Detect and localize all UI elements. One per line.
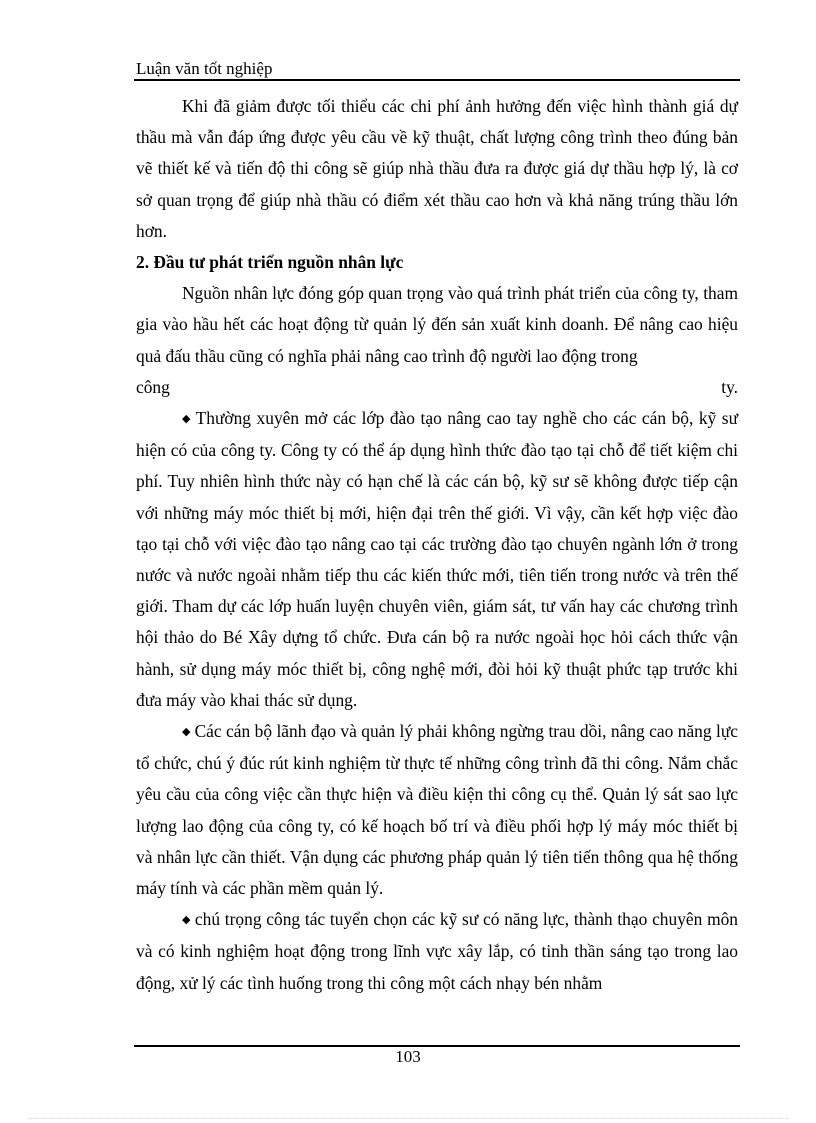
page-body	[136, 91, 738, 999]
last-line-right-word: ty.	[721, 376, 738, 397]
page-number: 103	[395, 1047, 421, 1066]
section-heading: 2. Đầu tư phát triển nguồn nhân lực	[136, 252, 404, 273]
diamond-bullet-icon: ◆	[182, 914, 191, 927]
bullet-paragraph-recruitment	[136, 904, 738, 999]
bullet-paragraph-leadership	[136, 716, 738, 904]
paragraph-human-resources-last-line	[136, 372, 738, 403]
paragraph-bid-price: Khi đã giảm được tối thiểu các chi phí ảnh hưởng đến việc hình thành giá dự thầu mà vẫn đáp ứng được yêu cầu về kỹ thuật, chất lượng công trình theo đúng bản vẽ thiết kế và tiến độ thi công sẽ giúp nhà thầu đưa ra được giá dự thầu hợp lý, là cơ sở quan trọng để giúp nhà thầu có điểm xét thầu cao hơn và khả năng trúng thầu lớn hơn.	[136, 96, 738, 241]
running-header-title: Luận văn tốt nghiệp	[136, 59, 273, 78]
last-line-left-word: công	[136, 376, 170, 397]
page-edge-divider	[28, 1118, 788, 1119]
bullet-paragraph-training	[136, 403, 738, 716]
header-rule	[134, 79, 740, 81]
diamond-bullet-icon: ◆	[182, 726, 191, 739]
diamond-bullet-icon: ◆	[182, 413, 192, 426]
paragraph-human-resources: Nguồn nhân lực đóng góp quan trọng vào quá trình phát triển của công ty, tham gia vào hầu hết các hoạt động từ quản lý đến sản xuất kinh doanh. Để nâng cao hiệu quả đấu thầu cũng có nghĩa phải nâng cao trình độ người lao động trong	[136, 283, 738, 366]
bullet-text-recruitment: chú trọng công tác tuyển chọn các kỹ sư có năng lực, thành thạo chuyên môn và có kinh nghiệm hoạt động trong lĩnh vực xây lắp, có tinh thần sáng tạo trong lao động, xử lý các tình huống trong thi công một cách nhạy bén nhằm	[136, 909, 738, 993]
bullet-text-leadership: Các cán bộ lãnh đạo và quản lý phải không ngừng trau dồi, nâng cao năng lực tổ chức, chú ý đúc rút kinh nghiệm từ thực tế những công trình đã thi công. Nắm chắc yêu cầu của công việc cần thực hiện và điều kiện thi công cụ thể. Quản lý sát sao lực lượng lao động của công ty, có kế hoạch bố trí và điều phối hợp lý máy móc thiết bị và nhân lực cần thiết. Vận dụng các phương pháp quản lý tiên tiến thông qua hệ thống máy tính và các phần mềm quản lý.	[136, 721, 738, 899]
bullet-text-training: Thường xuyên mở các lớp đào tạo nâng cao tay nghề cho các cán bộ, kỹ sư hiện có của công ty. Công ty có thể áp dụng hình thức đào tạo tại chỗ để tiết kiệm chi phí. Tuy nhiên hình thức này có hạn chế là các cán bộ, kỹ sư sẽ không được tiếp cận với những máy móc thiết bị mới, hiện đại trên thế giới. Vì vậy, cần kết hợp việc đào tạo tại chỗ với việc đào tạo nâng cao tại các trường đào tạo chuyên ngành lớn ở trong nước và nước ngoài nhằm tiếp thu các kiến thức mới, tiên tiến trong nước và trên thế giới. Tham dự các lớp huấn luyện chuyên viên, giám sát, tư vấn hay các chương trình hội thảo do Bé Xây dựng tổ chức. Đưa cán bộ ra nước ngoài học hỏi cách thức vận hành, sử dụng máy móc thiết bị, công nghệ mới, đòi hỏi kỹ thuật phức tạp trước khi đưa máy vào khai thác sử dụng.	[136, 408, 738, 710]
